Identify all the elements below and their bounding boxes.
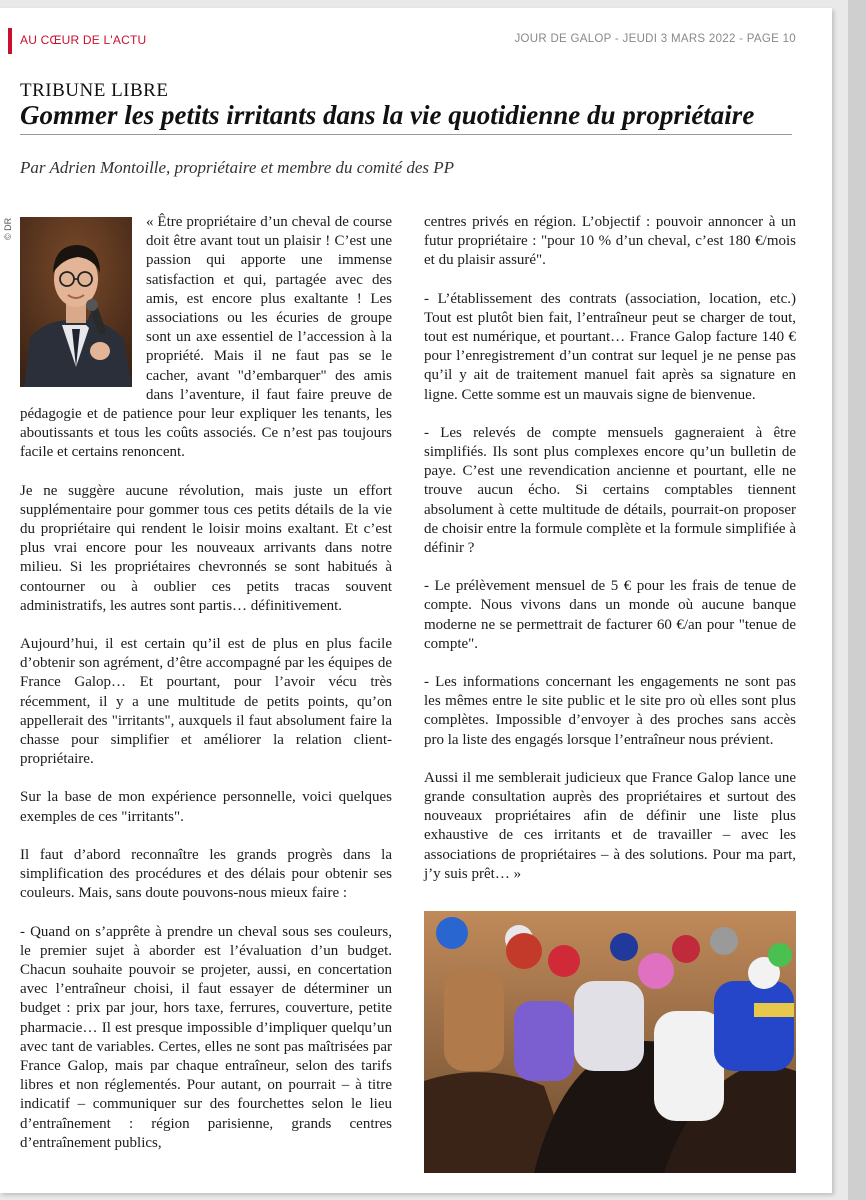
title-divider [20, 134, 792, 135]
article-kicker: TRIBUNE LIBRE [20, 80, 169, 101]
col2-paragraph-6: Aussi il me semblerait judicieux que France Galop lance une grande consultation auprès des propriétaires et surtout des nouveaux propriétaires afin de définir une liste plus exhaustive de ces irritants et de travailler – avec les associations de propriétaires – à des solutions. Pour ma part, j’y suis prêt… » [424, 769, 796, 882]
author-portrait-photo [20, 217, 132, 387]
col1-paragraph-3: Aujourd’hui, il est certain qu’il est de plus en plus facile d’obtenir son agrément, d’être accompagné par les équipes de France Galop… Et pourtant, pour l’avoir vécu très récemment, il y a une multitude de petits points, qu’on appellerait des "irritants", auxquels il faut absolument faire la chasse pour simplifier et améliorer la relation client-propriétaire. [20, 636, 392, 768]
newspaper-page [0, 8, 832, 1193]
col2-paragraph-2: - L’établissement des contrats (association, location, etc.) Tout est plutôt bien fait, l’entraîneur peut se charger de tout, tout est numérique, et pourtant… France Galop facture 140 € pour l’enregistrement d’un contrat sur lequel je ne pense pas qu’il y ait de traitement manuel fait après sa signature en ligne. Cette somme est un mauvais signe de bienvenue. [424, 290, 796, 403]
col2-paragraph-4: - Le prélèvement mensuel de 5 € pour les frais de tenue de compte. Nous vivons dans un monde où aucune banque moderne ne se permettrait de facturer 60 €/an pour "tenue de compte". [424, 578, 796, 652]
col1-paragraph-1: « Être propriétaire d’un cheval de course doit être avant tout un plaisir ! C’est une passion qui apporte une immense satisfaction et qui, partagée avec des amis, est encore plus exaltante ! Les associations ou les écuries de groupe sont un axe essentiel de l’accession à la propriété. Mais il ne faut pas se le cacher, avant "d’embarquer" des amis dans l’aventure, il faut faire preuve de pédagogie et de patience pour leur expliquer les tenants, les aboutissants et tous les coûts associés. Ce n’est pas toujours facile et certains renoncent. [20, 214, 392, 461]
article-byline: Par Adrien Montoille, propriétaire et membre du comité des PP [20, 158, 455, 177]
col1-paragraph-2: Je ne suggère aucune révolution, mais juste un effort supplémentaire pour gommer tous ces petits détails de la vie du propriétaire qui rendent le loisir moins exaltant. Et c’est plus vrai encore pour les nouveaux arrivants dans notre milieu. Si les propriétaires chevronnés se sont habitués à contourner ou à oublier ces petits tracas souvent administratifs, les autres sont partis… définitivement. [20, 482, 392, 614]
article-title: Gommer les petits irritants dans la vie quotidienne du propriétaire [20, 100, 755, 130]
article-column-1 [20, 213, 392, 1178]
section-marker-bar [8, 28, 12, 54]
photo-credit: © DR [3, 217, 13, 240]
article-column-2 [424, 213, 796, 903]
col1-paragraph-5: Il faut d’abord reconnaître les grands progrès dans la simplification des procédures et des délais pour obtenir ses couleurs. Mais, sans doute pouvons-nous mieux faire : [20, 846, 392, 902]
col1-paragraph-4: Sur la base de mon expérience personnelle, voici quelques exemples de ces "irritants". [20, 789, 392, 825]
page-info: JOUR DE GALOP - JEUDI 3 MARS 2022 - PAGE 10 [514, 33, 796, 45]
horse-race-photo [424, 911, 796, 1173]
col2-paragraph-5: - Les informations concernant les engagements ne sont pas les mêmes entre le site public et le site pro où elles sont plus complètes. Impossible d’envoyer à des proches sans accès pro la liste des engagés lorsque l’entraîneur nous prévient. [424, 674, 796, 748]
col2-paragraph-1: centres privés en région. L’objectif : pouvoir annoncer à un futur propriétaire : "pour 10 % d’un cheval, c’est 180 €/mois et du plaisir assuré". [424, 214, 796, 269]
col1-paragraph-6: - Quand on s’apprête à prendre un cheval sous ses couleurs, le premier sujet à aborder est l’évaluation d’un budget. Chacun souhaite pouvoir se projeter, aussi, en concertation avec l’entraîneur choisi, il faut essayer de déterminer un budget : prix par jour, hors taxe, ferrures, couverture, petite pharmacie… Il est presque impossible d’impliquer quelqu’un avec tant de variables. Certes, elles ne sont pas maîtrisées par France Galop, mais par chaque entraîneur, selon des tarifs libres et non réglementés. Pour autant, on pourrait – à titre indicatif – communiquer sur des fourchettes selon le lieu d’entraînement : région parisienne, grands centres d’entraînement publics, [20, 923, 392, 1151]
section-label: AU CŒUR DE L'ACTU [20, 33, 147, 47]
col2-paragraph-3: - Les relevés de compte mensuels gagneraient à être simplifiés. Ils sont plus complexes encore qu’un bulletin de paye. C’est une revendication ancienne et pourtant, elle ne trouve aucun écho. Si certains comptables tiennent absolument à cette multitude de détails, pourrait-on proposer de choisir entre la formule complète et la formule simplifiée à définir ? [424, 424, 796, 557]
page-edge-strip [848, 0, 866, 1200]
